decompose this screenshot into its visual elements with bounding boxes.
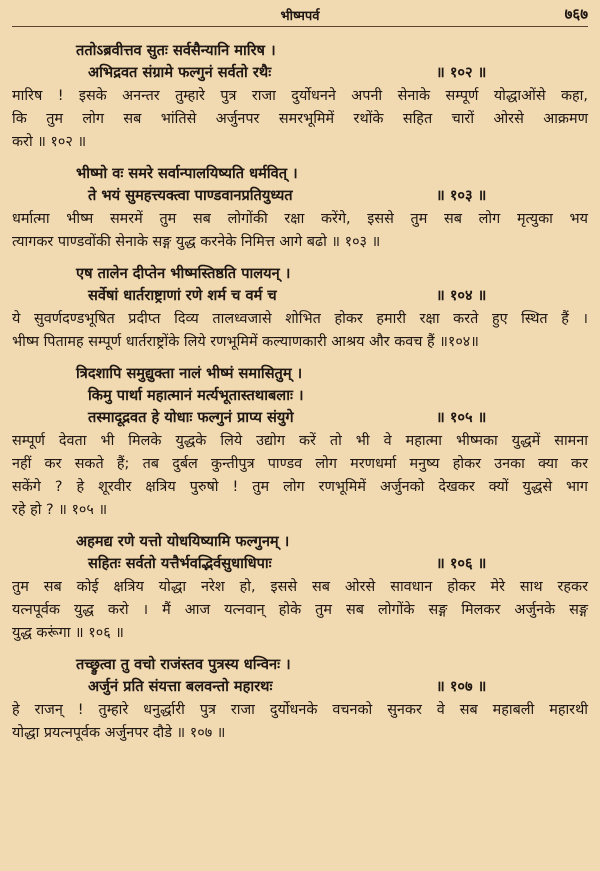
translation-line: भीष्म पितामह सम्पूर्ण धार्तराष्ट्रोंके लिये रणभूमिमें कल्याणकारी आश्रय और कवच हैं ॥१०४॥ [12,334,479,350]
translation-line: हे राजन् ! तुम्हारे धनुर्द्धारी पुत्र राजा दुर्योधनके वचनको सुनकर वे सब महाबली महारथी [12,702,588,718]
verse-text: सहितः सर्वतो यत्तैर्भवद्भिर्वसुधाधिपाः [88,555,272,572]
verse-text: एष तालेन दीप्तेन भीष्मस्तिष्ठति पालयन् । [76,265,291,282]
translation-line: मारिष ! इसके अनन्तर तुम्हारे पुत्र राजा दुर्योधनने अपनी सेनाके सम्पूर्ण योद्धाओंसे कहा, [12,88,588,104]
translation-line: सकेंगे ? हे शूरवीर क्षत्रिय पुरुषो ! तुम लोग रणभूमिमें अर्जुनको देखकर क्यों युद्धसे भाग [12,479,588,495]
translation-paragraph [12,430,588,522]
verse-line [12,531,588,553]
translation-line: ये सुवर्णदण्डभूषित प्रदीप्त दिव्य तालध्वजासे शोभित होकर हमारी रक्षा करते हुए स्थित हैं । [12,311,588,327]
translation-line: युद्ध करूंगा ॥ १०६ ॥ [12,625,124,641]
verse-text: अर्जुनं प्रति संयत्ता बलवन्तो महारथः [88,678,273,695]
translation-line: यत्नपूर्वक युद्ध करो । मैं आज यत्नवान् होके तुम सब लोगोंके सङ्ग मिलकर अर्जुनके सङ्ग [12,602,588,618]
verse-text: ततोऽब्रवीत्तव सुतः सर्वसैन्यानि मारिष । [76,42,276,59]
verse-text: अभिद्रवत संग्रामे फल्गुनं सर्वतो रथैः [88,64,272,81]
verse-number: ॥ १०६ ॥ [436,555,487,572]
verse-number: ॥ १०४ ॥ [436,287,487,304]
verse-line [12,163,588,185]
translation-line: तुम सब कोई क्षत्रिय योद्धा नरेश हो, इससे सब ओरसे सावधान होकर मेरे साथ रहकर [12,579,588,595]
verse-number: ॥ १०७ ॥ [436,678,487,695]
page-number: ७६७ [564,5,588,23]
verse-section [12,163,588,254]
verse-line [12,185,588,207]
verse-number: ॥ १०२ ॥ [436,64,487,81]
verse-text: ते भयं सुमहत्त्यक्त्वा पाण्डवानप्रतियुध्यत [88,187,293,204]
translation-paragraph [12,85,588,154]
translation-paragraph [12,208,588,254]
translation-line: रहे हो ? ॥ १०५ ॥ [12,502,108,518]
verse-text: किमु पार्था महात्मानं मर्त्यभूतास्तथाबलाः । [88,387,304,404]
verse-section [12,263,588,354]
translation-line: त्यागकर पाण्डवोंकी सेनाके सङ्ग युद्ध करनेके निमित्त आगे बढो ॥ १०३ ॥ [12,234,381,250]
verse-line [12,385,588,407]
verse-text: भीष्मो वः समरे सर्वान्पालयिष्यति धर्मवित् । [76,165,298,182]
running-title: भीष्मपर्व [280,9,320,24]
verse-number: ॥ १०३ ॥ [436,187,487,204]
verse-section [12,654,588,745]
page-content [12,40,588,754]
verse-section [12,40,588,154]
translation-line: करो ॥ १०२ ॥ [12,134,87,150]
verse-text: सर्वेषां धार्तराष्ट्राणां रणे शर्म च वर्म च [88,287,277,304]
verse-section [12,363,588,522]
verse-text: अहमद्य रणे यत्तो योधयिष्यामि फल्गुनम् । [76,533,290,550]
translation-line: नहीं कर सकते हैं; तब दुर्बल कुन्तीपुत्र पाण्डव लोग मरणधर्मा मनुष्य होकर उनका क्या कर [12,456,588,472]
translation-line: धर्मात्मा भीष्म समरमें तुम सब लोगोंकी रक्षा करेंगे, इससे तुम सब लोग मृत्युका भय [12,211,588,227]
verse-text: तस्मादूद्रवत हे योधाः फल्गुनं प्राप्य संयुगे [88,409,294,426]
verse-line [12,676,588,698]
verse-line [12,40,588,62]
translation-line: योद्धा प्रयत्नपूर्वक अर्जुनपर दौडे ॥ १०७ ॥ [12,725,226,741]
verse-number: ॥ १०५ ॥ [436,409,487,426]
page-header [12,0,588,27]
translation-line: सम्पूर्ण देवता भी मिलके युद्धके लिये उद्योग करें तो भी वे महात्मा भीष्मका युद्धमें सामना [12,433,588,449]
translation-line: कि तुम लोग सब भांतिसे अर्जुनपर समरभूमिमें रथोंके सहित चारों ओरसे आक्रमण [12,111,588,127]
verse-line [12,407,588,429]
verse-line [12,363,588,385]
verse-line [12,62,588,84]
verse-line [12,553,588,575]
verse-line [12,654,588,676]
verse-line [12,285,588,307]
verse-text: त्रिदशापि समुद्युक्ता नालं भीष्मं समासितुम् । [76,365,303,382]
translation-paragraph [12,308,588,354]
verse-text: तच्छ्रुत्वा तु वचो राजंस्तव पुत्रस्य धन्विनः । [76,656,291,673]
verse-section [12,531,588,645]
translation-paragraph [12,576,588,645]
translation-paragraph [12,699,588,745]
verse-line [12,263,588,285]
